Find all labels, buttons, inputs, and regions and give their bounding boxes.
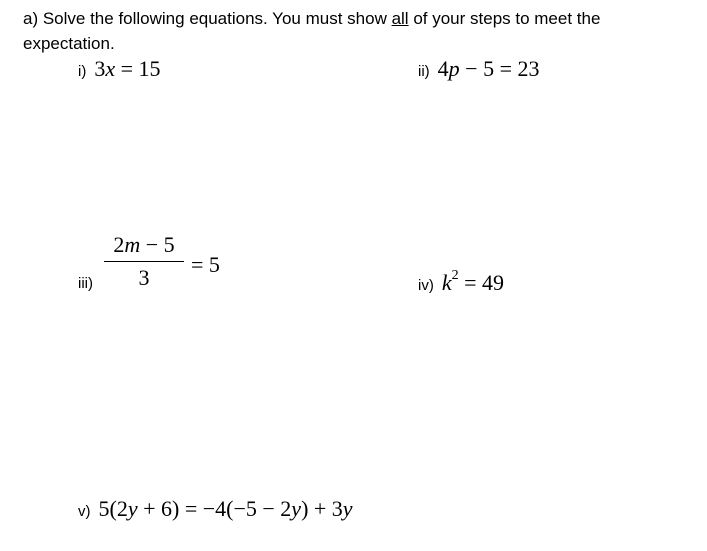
problem-i [78,56,161,82]
instructions-part-2: of your steps to meet the expectation. [23,9,601,53]
problem-v-part-1: 5(2 [98,496,128,521]
problem-ii-coefficient: 4 [437,56,449,81]
problem-ii-label: ii) [418,63,430,80]
problem-v-part-2: + 6) = −4(−5 − 2 [137,496,292,521]
problem-iii-fraction [104,232,184,290]
problem-v-variable-2: y [291,496,302,521]
problem-iii-num-coefficient: 2 [113,232,125,257]
problem-ii-equation [438,56,540,81]
problem-iv-exponent: 2 [451,267,459,283]
problem-v-variable-3: y [342,496,353,521]
problem-v-equation [99,496,353,521]
problem-iii-num-rest: − 5 [140,232,175,257]
problem-iii-denominator: 3 [138,265,150,290]
problem-ii-rest: − 5 = 23 [459,56,540,81]
problem-iii-num-variable: m [124,232,141,257]
problem-i-equation [94,56,160,81]
problem-i-variable: x [105,56,116,81]
problem-v-label: v) [78,503,91,520]
problem-i-label: i) [78,63,87,80]
problem-iii-numerator [104,232,184,258]
problem-iii-label: iii) [78,275,93,292]
instructions-text [23,6,693,56]
problem-iv-equation [441,267,505,295]
problem-iv [418,267,505,296]
problem-iv-variable: k [441,270,452,295]
problem-v-variable-1: y [127,496,138,521]
problem-ii-variable: p [448,56,460,81]
problem-iv-label: iv) [418,277,434,294]
problem-iii-rhs: = 5 [191,252,220,277]
instructions-emphasis-all: all [391,9,409,28]
problem-iv-rest: = 49 [458,270,505,295]
problem-iii-fraction-bar [104,261,184,262]
problem-v-part-3: ) + 3 [301,496,343,521]
problem-i-coefficient: 3 [94,56,106,81]
problem-ii [418,56,540,82]
instructions-part-1: a) Solve the following equations. You must show [23,9,392,28]
problem-v [78,496,353,522]
problem-i-rest: = 15 [115,56,161,81]
